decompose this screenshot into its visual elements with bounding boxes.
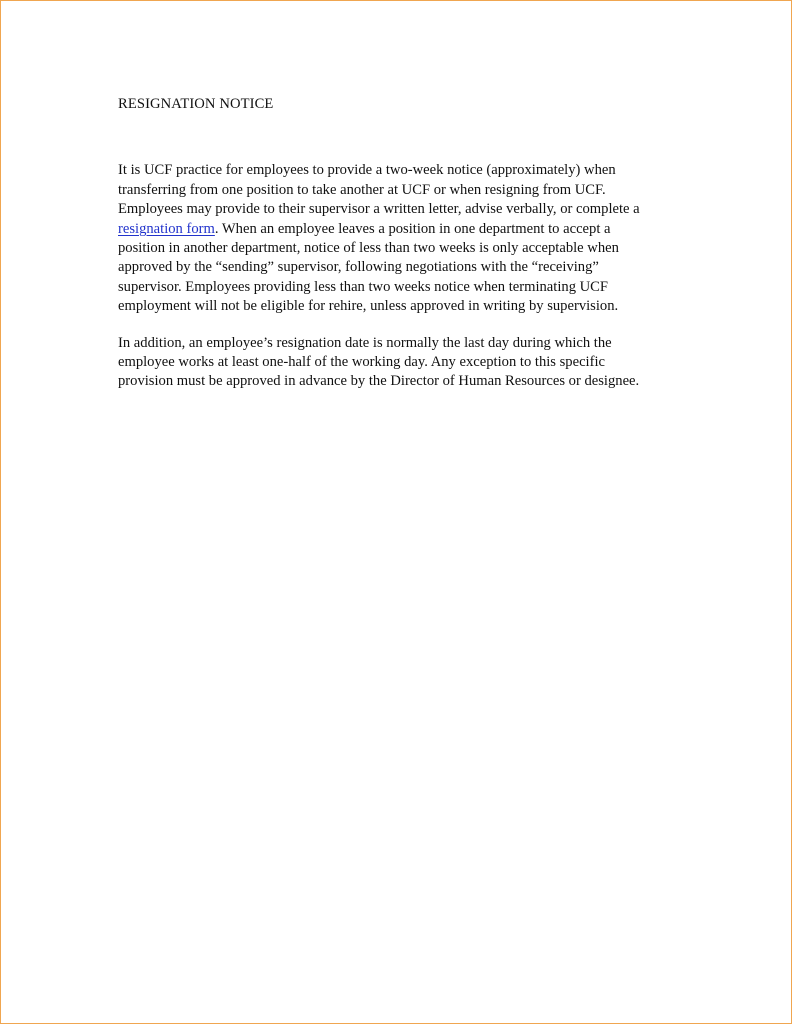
paragraph-resignation-date — [118, 334, 693, 392]
paragraph-practice — [118, 161, 693, 316]
paragraph-line: Employees may provide to their supervisor a written letter, advise verbally, or complete a — [118, 201, 640, 218]
document-body — [118, 95, 693, 392]
paragraph-line: provision must be approved in advance by the Director of Human Resources or designee. — [118, 373, 640, 390]
resignation-form-link[interactable]: resignation form — [118, 220, 215, 237]
paragraph-line: It is UCF practice for employees to provide a two-week notice (approximately) when — [118, 162, 616, 179]
paragraph-line: employee works at least one-half of the working day. Any exception to this specific — [118, 354, 605, 371]
document-title: RESIGNATION NOTICE — [118, 96, 274, 112]
paragraph-text: . When an employee leaves a position in one department to accept a — [214, 220, 611, 237]
paragraph-line: In addition, an employee’s resignation date is normally the last day during which the — [118, 334, 612, 351]
paragraph-line: transferring from one position to take another at UCF or when resigning from UCF. — [118, 181, 606, 198]
paragraph-line: position in another department, notice of less than two weeks is only acceptable when — [118, 240, 619, 257]
paragraph-line: employment will not be eligible for rehire, unless approved in writing by supervision. — [118, 298, 619, 315]
paragraph-line-with-link — [118, 220, 693, 239]
paragraph-line: supervisor. Employees providing less than two weeks notice when terminating UCF — [118, 278, 609, 295]
paragraph-line: approved by the “sending” supervisor, following negotiations with the “receiving” — [118, 259, 599, 276]
